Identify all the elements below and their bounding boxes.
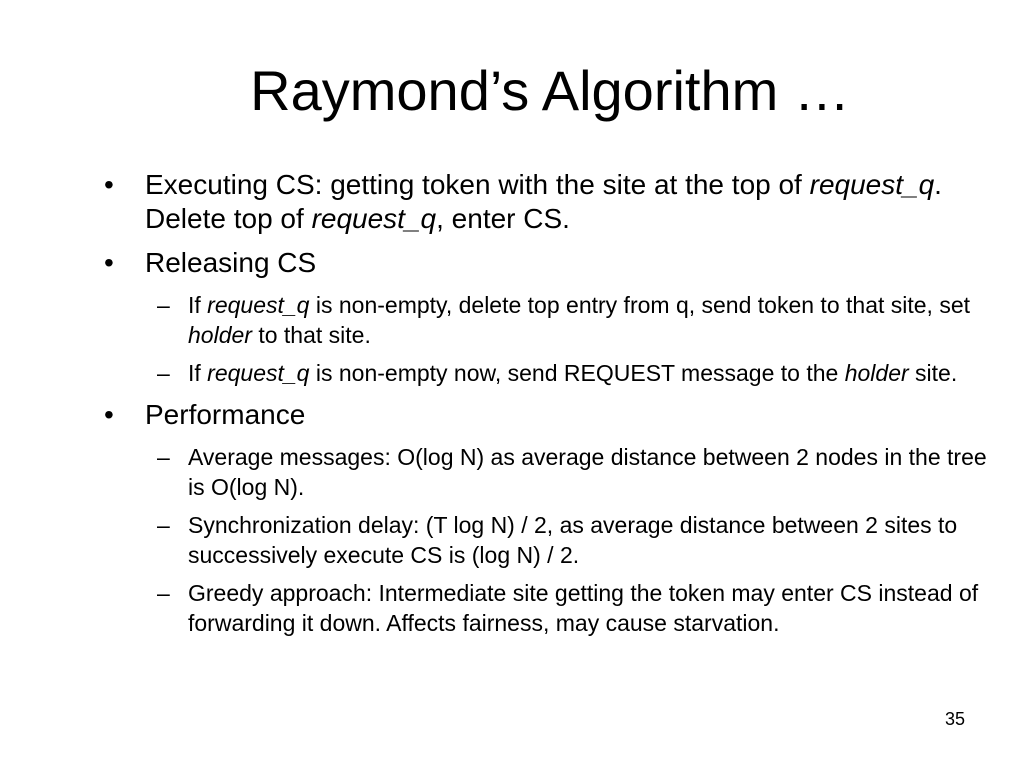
text-run-italic: request_q xyxy=(207,292,310,318)
bullet-marker: • xyxy=(104,399,114,430)
sub-bullet-item xyxy=(100,442,1000,502)
sub-bullet-text: Average messages: O(log N) as average distance between 2 nodes in the tree is O(log N). xyxy=(188,444,987,500)
sub-bullet-item xyxy=(100,358,1000,388)
text-run-italic: request_q xyxy=(809,169,935,200)
dash-marker: – xyxy=(157,580,170,606)
sub-bullet-text xyxy=(188,360,957,386)
sub-bullet-text: Greedy approach: Intermediate site getting the token may enter CS instead of forwarding it down. Affects fairness, may cause starvation. xyxy=(188,580,979,636)
dash-marker: – xyxy=(157,444,170,470)
sub-bullet-text: Synchronization delay: (T log N) / 2, as average distance between 2 sites to successively execute CS is (log N) / 2. xyxy=(188,512,958,568)
bullet-item xyxy=(100,246,1000,280)
bullet-marker: • xyxy=(104,169,114,200)
dash-marker: – xyxy=(157,360,170,386)
bullet-text: Performance xyxy=(145,399,306,430)
slide-body xyxy=(100,168,1000,648)
text-run-italic: request_q xyxy=(311,203,437,234)
bullet-group xyxy=(100,398,1000,638)
bullet-item xyxy=(100,168,1000,236)
sub-bullet-item xyxy=(100,290,1000,350)
sub-bullet-item xyxy=(100,510,1000,570)
text-run: is non-empty, delete top entry from q, send token to that site, set xyxy=(309,292,971,318)
text-run: is non-empty now, send REQUEST message to the xyxy=(309,360,845,386)
bullet-marker: • xyxy=(104,247,114,278)
bullet-item xyxy=(100,398,1000,432)
text-run: Executing CS: getting token with the site at the top of xyxy=(145,169,810,200)
text-run: If xyxy=(188,360,208,386)
slide-title: Raymond’s Algorithm … xyxy=(250,59,850,122)
text-run: If xyxy=(188,292,208,318)
sub-bullet-item xyxy=(100,578,1000,638)
sub-bullet-text xyxy=(188,292,970,348)
bullet-text xyxy=(145,169,942,234)
dash-marker: – xyxy=(157,512,170,538)
text-run: to that site. xyxy=(251,322,371,348)
bullet-group xyxy=(100,246,1000,388)
page-number: 35 xyxy=(944,709,965,729)
text-run: , enter CS. xyxy=(436,203,570,234)
text-run: site. xyxy=(908,360,958,386)
bullet-text: Releasing CS xyxy=(145,247,317,278)
text-run-italic: request_q xyxy=(207,360,310,386)
text-run-italic: holder xyxy=(188,322,252,348)
text-run-italic: holder xyxy=(844,360,909,386)
dash-marker: – xyxy=(157,292,170,318)
text-run: . Delete top of xyxy=(145,169,942,234)
